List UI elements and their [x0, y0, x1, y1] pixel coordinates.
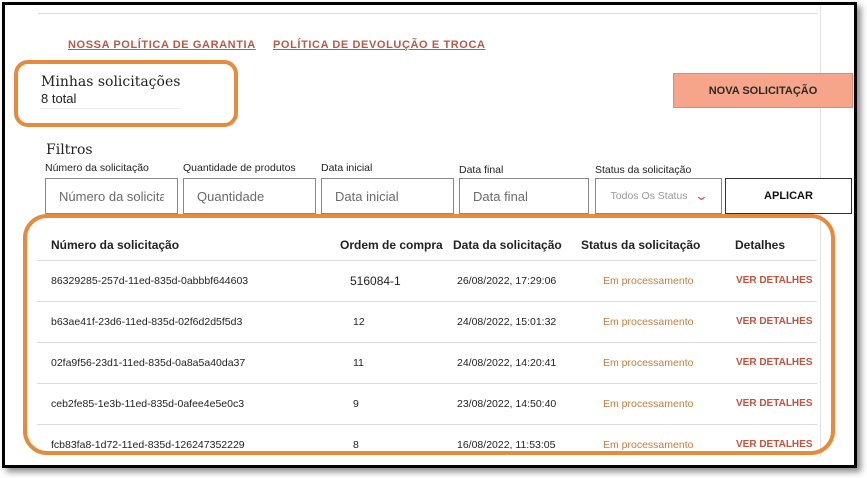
request-number: fcb83fa8-1d72-11ed-835d-126247352229 [51, 439, 245, 451]
warranty-policy-link[interactable]: NOSSA POLÍTICA DE GARANTIA [68, 39, 256, 51]
status-select-value: Todos Os Status [610, 190, 688, 202]
request-status: Em processamento [603, 357, 694, 369]
start-date-input[interactable] [321, 178, 454, 214]
column-header-date: Data da solicitação [453, 238, 562, 252]
request-date: 26/08/2022, 17:29:06 [457, 275, 556, 287]
order-number: 12 [353, 316, 365, 328]
return-policy-link[interactable]: POLÍTICA DE DEVOLUÇÃO E TROCA [273, 39, 486, 51]
request-number: b63ae41f-23d6-11ed-835d-02f6d2d5f5d3 [51, 316, 243, 328]
start-date-label: Data inicial [321, 162, 373, 174]
view-details-link[interactable]: VER DETALHES [736, 275, 813, 286]
request-date: 16/08/2022, 11:53:05 [457, 439, 556, 451]
request-number: ceb2fe85-1e3b-11ed-835d-0afee4e5e0c3 [51, 398, 245, 410]
column-header-details: Detalhes [735, 238, 786, 252]
request-status: Em processamento [603, 398, 694, 410]
column-header-order: Ordem de compra [340, 238, 443, 252]
status-select[interactable] [595, 178, 722, 214]
request-date: 23/08/2022, 14:50:40 [457, 398, 556, 410]
page-title: Minhas solicitações [41, 74, 181, 90]
column-header-status: Status da solicitação [581, 238, 701, 252]
total-highlight-box [14, 60, 238, 127]
order-number: 8 [353, 439, 359, 451]
requests-total: 8 total [41, 91, 77, 106]
order-number: 9 [353, 398, 359, 410]
request-number: 02fa9f56-23d1-11ed-835d-0a8a5a40da37 [51, 357, 246, 369]
status-label: Status da solicitação [595, 164, 692, 176]
request-date: 24/08/2022, 14:20:41 [457, 357, 556, 369]
order-number: 11 [353, 357, 364, 369]
request-status: Em processamento [603, 275, 694, 287]
view-details-link[interactable]: VER DETALHES [736, 357, 813, 368]
request-status: Em processamento [603, 439, 694, 451]
end-date-label: Data final [459, 164, 504, 176]
view-details-link[interactable]: VER DETALHES [736, 316, 813, 327]
filters-title: Filtros [46, 142, 93, 158]
request-status: Em processamento [603, 316, 694, 328]
apply-button[interactable]: APLICAR [725, 178, 852, 214]
column-header-number: Número da solicitação [51, 238, 180, 252]
order-number: 516084-1 [350, 274, 401, 288]
quantity-input[interactable] [183, 178, 316, 214]
view-details-link[interactable]: VER DETALHES [736, 439, 813, 450]
page-content [5, 5, 854, 465]
screenshot-frame [2, 2, 857, 468]
view-details-link[interactable]: VER DETALHES [736, 398, 813, 409]
request-number-input[interactable] [45, 178, 178, 214]
request-number-label: Número da solicitação [45, 162, 149, 174]
new-request-button[interactable]: NOVA SOLICITAÇÃO [673, 73, 853, 108]
table-highlight-box [23, 214, 835, 455]
end-date-input[interactable] [459, 178, 589, 214]
chevron-down-icon: ⌄ [693, 188, 709, 203]
quantity-label: Quantidade de produtos [183, 162, 296, 174]
top-divider [38, 13, 818, 14]
request-number: 86329285-257d-11ed-835d-0abbbf644603 [51, 275, 249, 287]
request-date: 24/08/2022, 15:01:32 [457, 316, 556, 328]
